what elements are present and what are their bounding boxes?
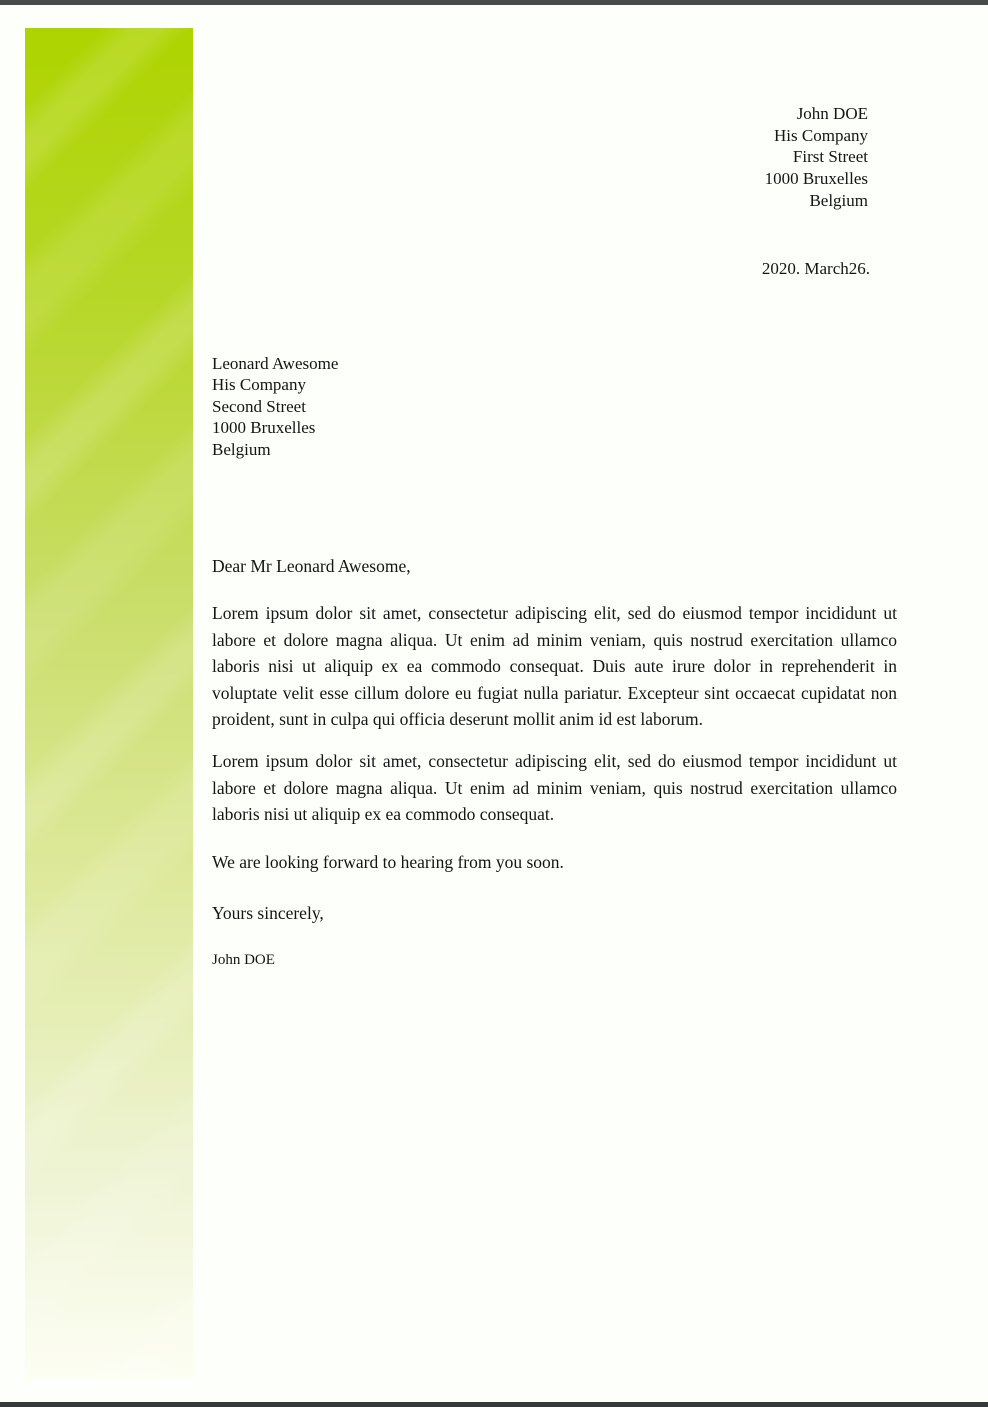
body-paragraph-1: Lorem ipsum dolor sit amet, consectetur adipiscing elit, sed do eiusmod tempor incididunt ut labore et dolore magna aliqua. Ut enim ad minim veniam, quis nostrud exercitation ullamco laboris nisi ut aliquip ex ea commodo consequat. Duis aute irure dolor in reprehenderit in voluptate velit esse cillum dolore eu fugiat nulla pariatur. Excepteur sint occaecat cupidatat non proident, sunt in culpa qui officia deserunt mollit anim id est laborum.: [212, 603, 897, 730]
body-paragraph-2: Lorem ipsum dolor sit amet, consectetur adipiscing elit, sed do eiusmod tempor incididunt ut labore et dolore magna aliqua. Ut enim ad minim veniam, quis nostrud exercitation ullamco laboris nisi ut aliquip ex ea commodo consequat.: [212, 751, 897, 825]
sender-country: Belgium: [809, 190, 868, 210]
closing-line: We are looking forward to hearing from you soon.: [212, 852, 564, 872]
page-bottom-edge-bar: [0, 1402, 988, 1407]
sender-address-block: [765, 103, 868, 212]
signature-name: John DOE: [212, 952, 275, 968]
green-gradient-stripe: [25, 28, 193, 1380]
letter-date: 2020. March26.: [761, 259, 870, 278]
sender-name: John DOE: [796, 104, 868, 123]
recipient-country: Belgium: [212, 439, 271, 459]
signoff-line: Yours sincerely,: [212, 903, 324, 923]
recipient-street: Second Street: [212, 396, 306, 416]
recipient-address-block: [212, 353, 338, 460]
salutation-line: Dear Mr Leonard Awesome,: [212, 556, 411, 576]
recipient-name: Leonard Awesome: [212, 354, 339, 373]
sender-street: First Street: [792, 147, 868, 167]
recipient-city: 1000 Bruxelles: [212, 418, 316, 438]
recipient-company: His Company: [212, 375, 306, 395]
sender-city: 1000 Bruxelles: [764, 169, 868, 189]
sender-company: His Company: [774, 125, 868, 145]
page-top-edge-bar: [0, 0, 988, 5]
